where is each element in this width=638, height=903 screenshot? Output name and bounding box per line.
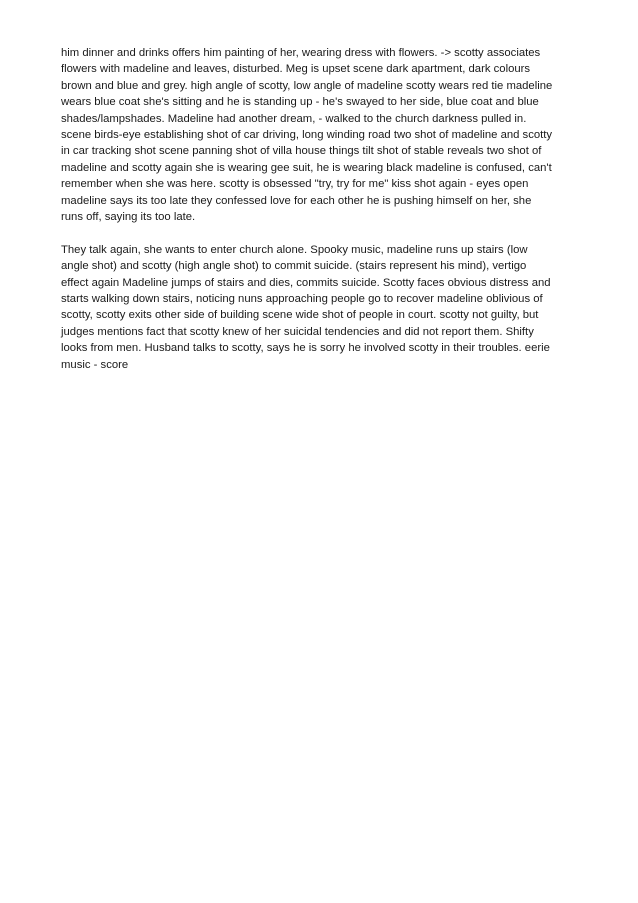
paragraph-2: They talk again, she wants to enter church alone. Spooky music, madeline runs up stairs (low angle shot) and scotty (high angle shot) to commit suicide. (stairs represent his mind), vertigo effect again Madeline jumps of stairs and dies, commits suicide. Scotty faces obvious distress and starts walking down stairs, noticing nuns approaching people go to recover madeline oblivious of scotty, scotty exits other side of building scene wide shot of people in court. scotty not guilty, but judges mentions fact that scotty knew of her suicidal tendencies and did not report them. Shifty looks from men. Husband talks to scotty, says he is sorry he involved scotty in their troubles. eerie music - score (61, 243, 551, 371)
document-body (61, 45, 581, 373)
paragraph-1: him dinner and drinks offers him painting of her, wearing dress with flowers. -> scotty associates flowers with madeline and leaves, disturbed. Meg is upset scene dark apartment, dark colours brown and blue and grey. high angle of scotty, low angle of madeline scotty wears red tie madeline wears blue coat she's sitting and he is standing up - he's swayed to her side, blue coat and blue shades/lampshades. Madeline had another dream, - walked to the church darkness pulled in. scene birds-eye establishing shot of car driving, long winding road two shot of madeline and scotty in car tracking shot scene panning shot of villa house things tilt shot of stable reveals two shot of madeline and scotty again she is wearing gee suit, he is wearing black madeline is confused, can't remember when she was here. scotty is obsessed "try, try for me" kiss shot again - eyes open madeline says its too late they confessed love for each other he is pushing himself on her, she runs off, saying its too late. (61, 47, 553, 224)
